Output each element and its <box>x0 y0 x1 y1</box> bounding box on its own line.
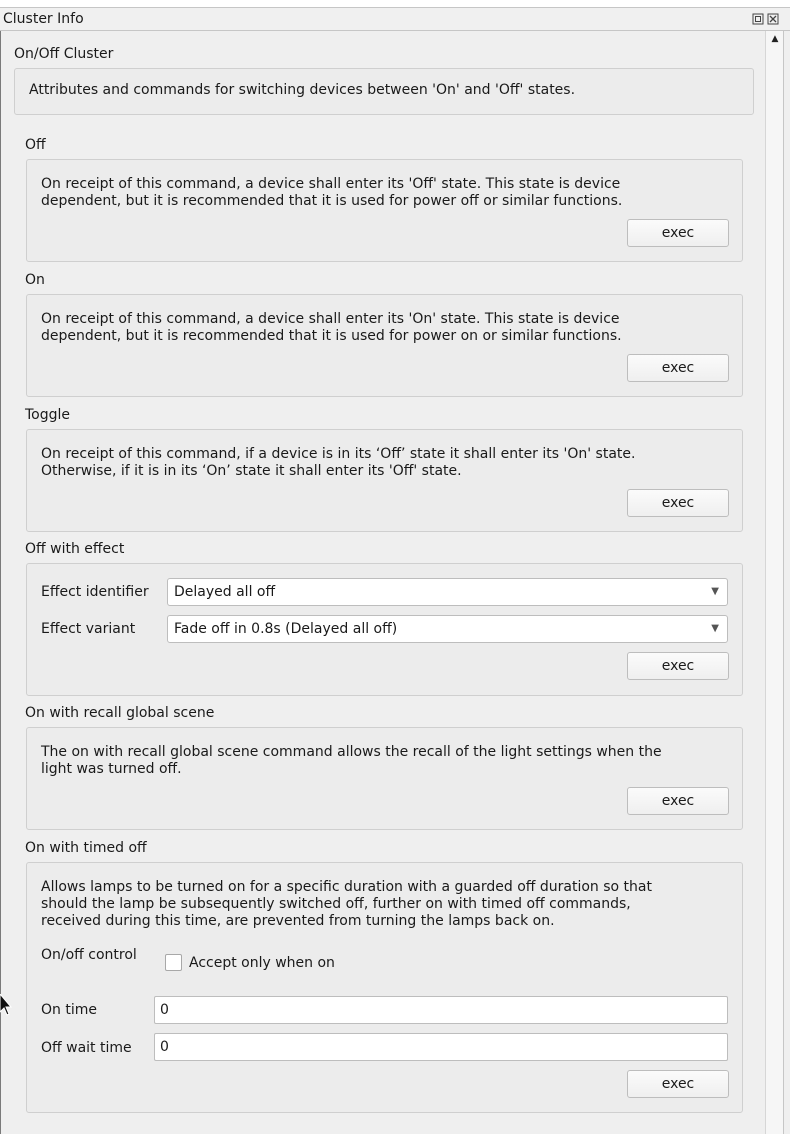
on-time-label: On time <box>41 1002 97 1018</box>
command-description-off: On receipt of this command, a device shall enter its 'Off' state. This state is device dependent, but it is recommended that it is used for power off or similar functions. <box>41 176 623 209</box>
command-title-toggle: Toggle <box>25 407 71 423</box>
exec-button-on-with-recall[interactable]: exec <box>627 787 729 815</box>
chevron-down-icon: ▼ <box>711 586 719 597</box>
command-title-off: Off <box>25 137 46 153</box>
command-title-on-with-timed-off: On with timed off <box>25 840 147 856</box>
command-box-off-with-effect <box>26 563 743 696</box>
window-title: Cluster Info <box>3 11 84 27</box>
on-time-value: 0 <box>160 1002 169 1018</box>
mouse-cursor-icon <box>0 994 12 1020</box>
exec-button-on-with-timed-off[interactable]: exec <box>627 1070 729 1098</box>
float-icon[interactable] <box>752 13 764 25</box>
command-box-on-with-recall <box>26 727 743 830</box>
scroll-up-icon[interactable]: ▲ <box>771 34 779 44</box>
effect-variant-select[interactable] <box>167 615 728 643</box>
effect-identifier-label: Effect identifier <box>41 584 149 600</box>
cluster-description: Attributes and commands for switching devices between 'On' and 'Off' states. <box>29 82 576 98</box>
off-wait-time-input[interactable] <box>154 1033 728 1061</box>
cluster-panel <box>0 31 765 1134</box>
exec-button-off[interactable]: exec <box>627 219 729 247</box>
accept-only-label: Accept only when on <box>189 955 335 971</box>
effect-variant-value: Fade off in 0.8s (Delayed all off) <box>174 621 398 637</box>
vertical-scrollbar[interactable] <box>765 31 784 1134</box>
cluster-name: On/Off Cluster <box>14 46 114 62</box>
command-box-on <box>26 294 743 397</box>
command-description-on-with-timed-off: Allows lamps to be turned on for a specific duration with a guarded off duration so that should the lamp be subsequently switched off, further on with timed off commands, received during this time, are prevented from turning the lamps back on. <box>41 879 652 929</box>
on-time-input[interactable] <box>154 996 728 1024</box>
exec-button-on[interactable]: exec <box>627 354 729 382</box>
effect-variant-label: Effect variant <box>41 621 136 637</box>
command-description-toggle: On receipt of this command, if a device is in its ‘Off’ state it shall enter its 'On' state. Otherwise, if it is in its ‘On’ state it shall enter its 'Off' state. <box>41 446 636 479</box>
cluster-description-box <box>14 68 754 115</box>
accept-only-checkbox[interactable] <box>165 954 182 971</box>
dock-title-bar <box>0 7 790 31</box>
command-description-on-with-recall: The on with recall global scene command allows the recall of the light settings when the light was turned off. <box>41 744 662 777</box>
command-title-off-with-effect: Off with effect <box>25 541 125 557</box>
effect-identifier-value: Delayed all off <box>174 584 276 600</box>
exec-button-toggle[interactable]: exec <box>627 489 729 517</box>
onoff-control-label: On/off control <box>41 947 137 963</box>
command-box-toggle <box>26 429 743 532</box>
off-wait-time-label: Off wait time <box>41 1040 132 1056</box>
off-wait-time-value: 0 <box>160 1039 169 1055</box>
command-box-on-with-timed-off <box>26 862 743 1113</box>
dock-border <box>0 31 1 1134</box>
close-icon[interactable] <box>767 13 779 25</box>
command-title-on: On <box>25 272 45 288</box>
command-title-on-with-recall: On with recall global scene <box>25 705 215 721</box>
chevron-down-icon: ▼ <box>711 623 719 634</box>
command-box-off <box>26 159 743 262</box>
command-description-on: On receipt of this command, a device shall enter its 'On' state. This state is device dependent, but it is recommended that it is used for power on or similar functions. <box>41 311 622 344</box>
dock-splitter[interactable] <box>783 31 790 1134</box>
exec-button-off-with-effect[interactable]: exec <box>627 652 729 680</box>
effect-identifier-select[interactable] <box>167 578 728 606</box>
